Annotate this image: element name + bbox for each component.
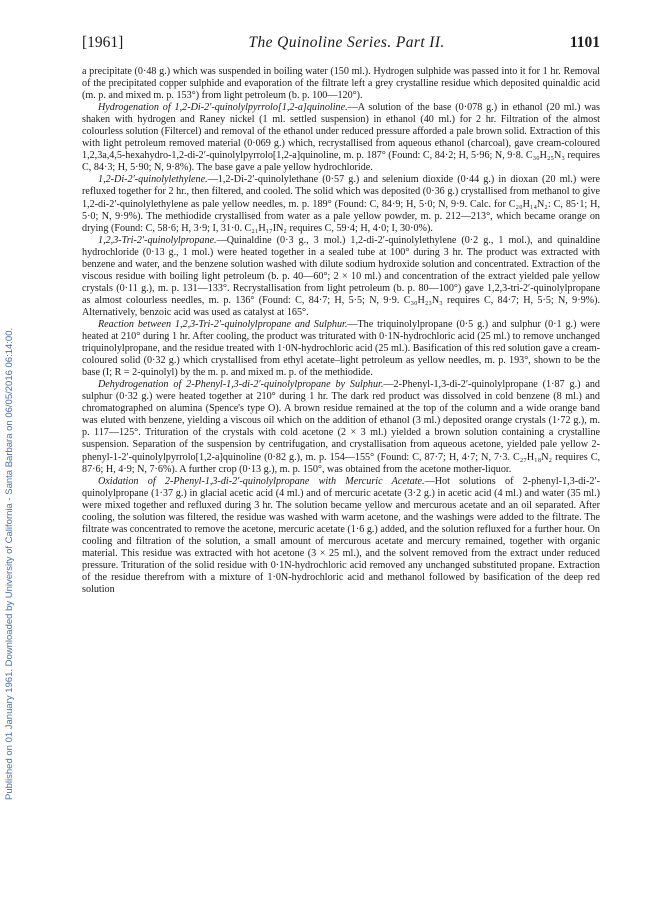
paragraph [82, 66, 600, 102]
paragraph [82, 319, 600, 379]
paragraph-text: —The triquinolylpropane (0·5 g.) and sulphur (0·1 g.) were heated at 210° during 1 hr. After cooling, the product was triturated with 0·1N-hydrochloric acid (25 ml.) to remove unchanged triquinolylpropane, and the residue treated with 1·0N-hydrochloric acid (25 ml.). Basification of this red solution gave a cream-coloured solid (0·32 g.) which crystallised from ethyl acetate–light petroleum as yellow needles, m. p. 193°, shown to be the base (I; R = 2-quinolyl) by the m. p. and mixed m. p. of the methiodide. [82, 318, 600, 379]
paragraph-text: a precipitate (0·48 g.) which was suspended in boiling water (150 ml.). Hydrogen sulphide was passed into it for 1 hr. Removal of the precipitated copper sulphide and evaporation of the filtrate left a grey crystalline residue which deposited quinaldic acid (m. p. and mixed m. p. 153°) from light petroleum (b. p. 100—120°). [82, 66, 600, 102]
paragraph-text: —A solution of the base (0·078 g.) in ethanol (20 ml.) was shaken with hydrogen and Raney nickel (1 ml. settled suspension) in ethanol (40 ml.) for 2 hr. Filtration of the almost colourless solution (Filtercel) and removal of the ethanol under reduced pressure afforded a pale brown solid. Extraction of this with light petroleum removed material (0·069 g.) which, recrystallised from aqueous ethanol (charcoal), gave cream-coloured 1,2,3a,4,5-hexahydro-1,2-di-2′-quinolylpyrrolo[1,2-a]quinoline, m. p. 187° (Found: C, 84·2; H, 5·96; N, 9·8. C₃₀H₂₅N₃ requires C, 84·3; H, 5·90; N, 9·8%). The base gave a pale yellow hydrochloride. [82, 102, 600, 174]
page-number: 1101 [569, 34, 600, 51]
section-heading: Hydrogenation of 1,2-Di-2′-quinolylpyrrolo[1,2-a]quinoline. [98, 102, 348, 114]
article-body [82, 66, 600, 596]
section-heading: Oxidation of 2-Phenyl-1,3-di-2′-quinolylpropane with Mercuric Acetate. [98, 475, 425, 487]
section-heading: 1,2,3-Tri-2′-quinolylpropane. [98, 234, 217, 246]
paragraph-text: —Hot solutions of 2-phenyl-1,3-di-2′-quinolylpropane (1·37 g.) in glacial acetic acid (4 ml.) and of mercuric acetate (3·2 g.) in acetic acid (4 ml.) and water (35 ml.) were mixed together and refluxed during 3 hr. The solution became yellow and mercurous acetate and an oil separated. After cooling, the solution was filtered, the residue was washed with warm acetone, and the washings were added to the filtrate. The filtrate was concentrated to remove the acetone, mercuric acetate (1·6 g.) added, and the solution refluxed for a further hour. On cooling and filtration of the solution, a small amount of mercurous acetate and mercury remained, together with organic material. This residue was extracted with hot acetone (3 × 25 ml.), and the solvent removed from the extract under reduced pressure. Trituration of the solid residue with 0·1N-hydrochloric acid removed any unchanged substituted propane. Extraction of the residue therefrom with a mixture of 1·0N-hydrochloric acid and methanol followed by basification of the deep red solution [82, 475, 600, 596]
download-notice: Published on 01 January 1961. Downloaded by University of California - Santa Barbara on 06/05/2016 06:14:00. [4, 327, 15, 800]
paragraph-text: —1,2-Di-2′-quinolylethane (0·57 g.) and selenium dioxide (0·44 g.) in dioxan (20 ml.) were refluxed together for 2 hr., then filtered, and cooled. The solid which was deposited (0·36 g.) crystallised from methanol to give 1,2-di-2′-quinolylethylene as pale yellow needles, m. p. 189° (Found: C, 84·9; H, 5·0; N, 9·9. Calc. for C₂₀H₁₄N₂: C, 85·1; H, 5·0; N, 9·9%). The methiodide crystallised from water as a pale yellow powder, m. p. 212—213°, which became orange on drying (Found: C, 58·6; H, 3·9; I, 31·0. C₂₁H₁₇IN₂ requires C, 59·4; H, 4·0; I, 30·0%). [82, 174, 600, 234]
page-header [82, 34, 600, 52]
section-heading: Reaction between 1,2,3-Tri-2′-quinolylpropane and Sulphur. [98, 318, 348, 330]
paragraph [82, 379, 600, 475]
section-heading: 1,2-Di-2′-quinolylethylene. [98, 174, 208, 186]
paragraph [82, 476, 600, 596]
year-label: [1961] [82, 34, 124, 51]
paragraph [82, 102, 600, 174]
paragraph [82, 174, 600, 234]
paragraph-text: —2-Phenyl-1,3-di-2′-quinolylpropane (1·87 g.) and sulphur (0·32 g.) were heated together at 210° during 1 hr. The dark red product was dissolved in cold benzene (8 ml.) and chromatographed on alumina (Spence's type O). A brown residue remained at the top of the column and a wide orange band was eluted with benzene, yielding a viscous oil which on the addition of ethanol (3 ml.) deposited orange crystals (1·72 g.), m. p. 117—125°. Trituration of the crystals with cold acetone (2 × 3 ml.) yielded a brown solution containing a crystalline suspension. Separation of the suspension by centrifugation, and crystallisation from aqueous acetone, yielded pale yellow 2-phenyl-1-2′-quinolylpyrrolo[1,2-a]quinoline (0·82 g.), m. p. 154—155° (Found: C, 87·7; H, 4·7; N, 7·3. C₂₇H₁₈N₂ requires C, 87·6; H, 4·9; N, 7·6%). A further crop (0·13 g.), m. p. 150°, was obtained from the acetone mother-liquor. [82, 379, 600, 475]
running-title: The Quinoline Series. Part II. [248, 34, 445, 51]
paragraph [82, 235, 600, 319]
section-heading: Dehydrogenation of 2-Phenyl-1,3-di-2′-quinolylpropane by Sulphur. [98, 379, 384, 391]
paragraph-text: —Quinaldine (0·3 g., 3 mol.) 1,2-di-2′-quinolylethylene (0·2 g., 1 mol.), and quinaldine hydrochloride (0·13 g., 1 mol.) were heated together in a sealed tube at 100° during 3 hr. The product was extracted with benzene and water, and the benzene solution washed with dilute sodium hydroxide solution and concentrated. Extraction of the viscous residue with boiling light petroleum (b. p. 40—60°; 2 × 10 ml.) and concentration of the extract yielded pale yellow crystals (0·11 g.), m. p. 131—133°. Recrystallisation from light petroleum (b. p. 80—100°) gave 1,2,3-tri-2′-quinolylpropane as almost colourless needles, m. p. 136° (Found: C, 84·7; H, 5·5; N, 9·9. C₃₀H₂₃N₃ requires C, 84·7; H, 5·5; N, 9·9%). Alternatively, benzoic acid was used as catalyst at 165°. [82, 234, 600, 318]
